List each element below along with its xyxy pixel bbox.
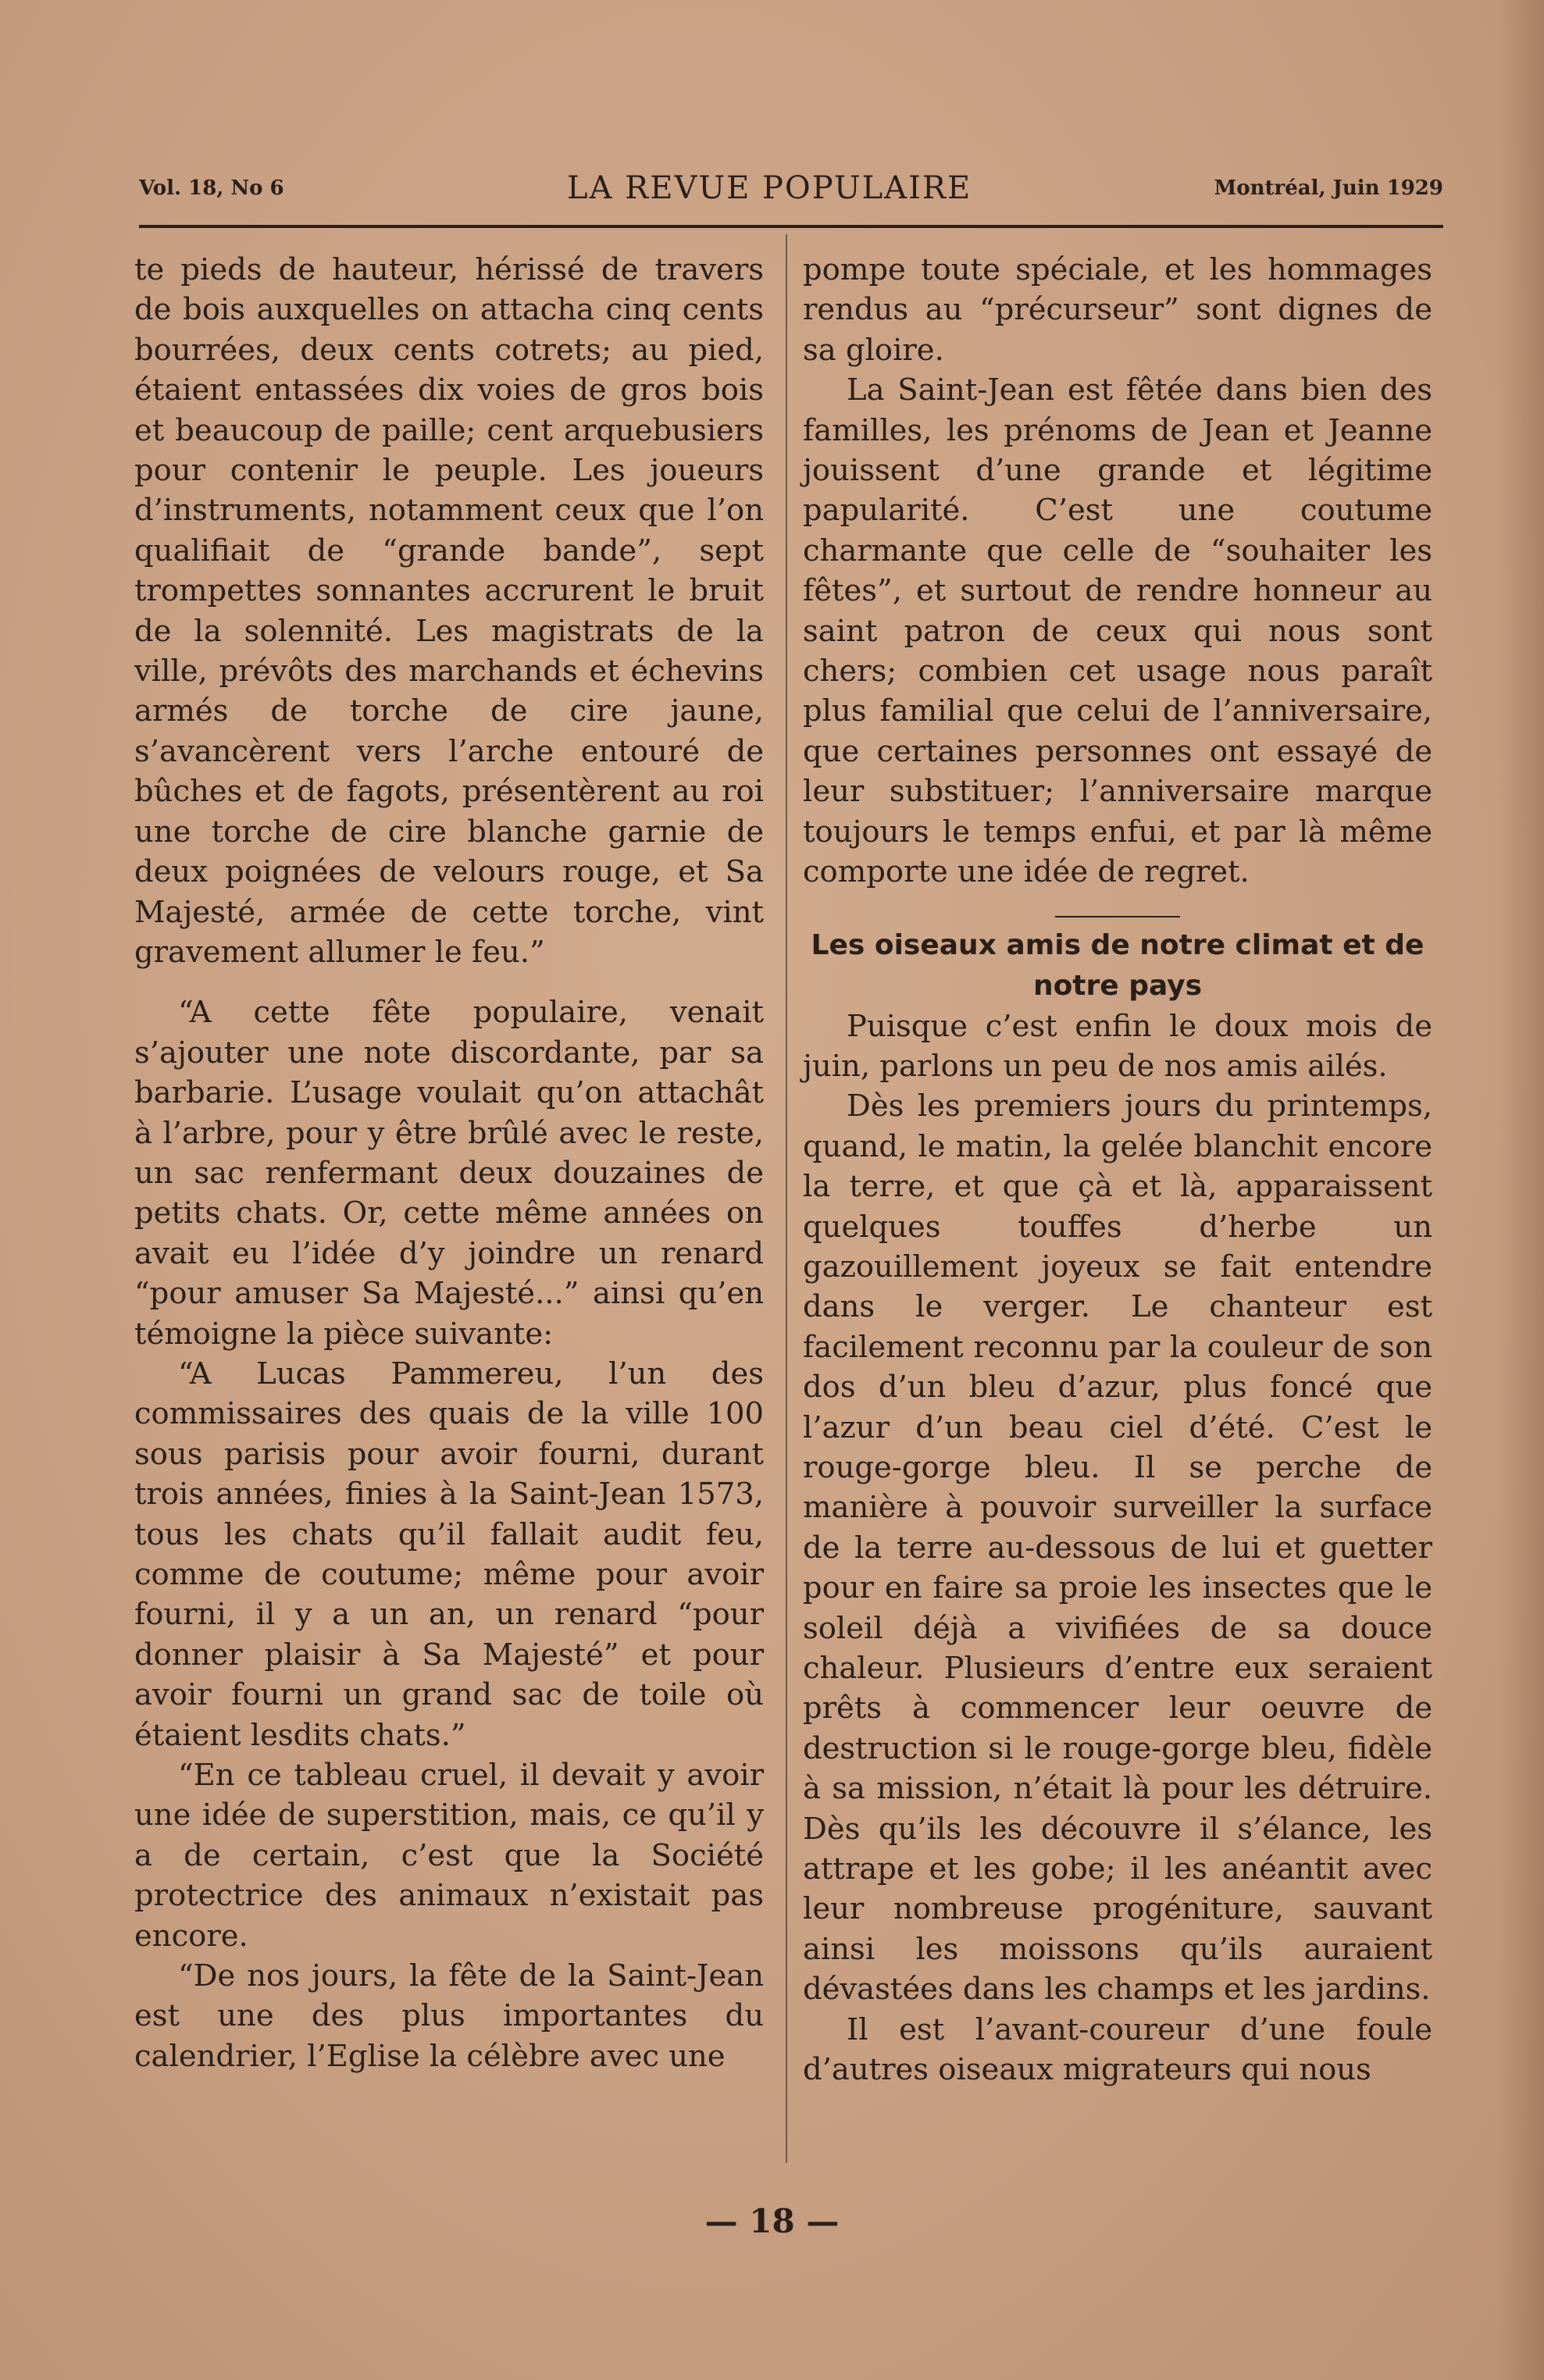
right-paragraph-1: pompe toute spéciale, et les hommages rendus au “précurseur” sont dignes de sa gloire. — [803, 252, 1432, 368]
header-rule — [139, 225, 1443, 228]
right-paragraph-3: Puisque c’est enfin le doux mois de juin, parlons un peu de nos amis ailés. — [803, 1008, 1432, 1084]
left-paragraph-3: “A Lucas Pammereu, l’un des commissaires des quais de la ville 100 sous parisis pour avoir fourni, durant trois années, finies à la Saint-Jean 1573, tous les chats qu’il fallait audit feu, comme de coutume; même pour avoir fourni, il y a un an, un renard “pour donner plaisir à Sa Majesté” et pour avoir fourni un grand sac de toile où étaient lesdits chats.” — [134, 1356, 764, 1753]
right-paragraph-5: Il est l’avant-coureur d’une foule d’autres oiseaux migrateurs qui nous — [803, 2011, 1432, 2088]
page-number: — 18 — — [704, 2202, 840, 2240]
left-paragraph-4: “En ce tableau cruel, il devait y avoir une idée de superstition, mais, ce qu’il y a de certain, c’est que la Société protectrice des animaux n’existait pas encore. — [134, 1758, 764, 1954]
volume-number: Vol. 18, No 6 — [139, 176, 284, 200]
page-edge-shadow — [1497, 0, 1544, 2380]
publication-title: LA REVUE POPULAIRE — [567, 170, 972, 206]
left-paragraph-1: te pieds de hauteur, hérissé de travers de bois auxquelles on attacha cinq cents bourrées, deux cents cotrets; au pied, étaient entassées dix voies de gros bois et beaucoup de paille; cent arquebusiers pour contenir le peuple. Les joueurs d’instruments, notamment ceux que l’on qualifiait de “grande bande”, sept trompettes sonnantes accrurent le bruit de la solennité. Les magistrats de la ville, prévôts des marchands et échevins armés de torche de cire jaune, s’avancèrent vers l’arche entouré de bûches et de fagots, présentèrent au roi une torche de cire blanche garnie de deux poignées de velours rouge, et Sa Majesté, armée de cette torche, vint gravement allumer le feu.” — [134, 252, 764, 970]
left-paragraph-2: “A cette fête populaire, venait s’ajouter une note discordante, par sa barbarie. L’usage voulait qu’on attachât à l’arbre, pour y être brûlé avec le reste, un sac renfermant deux douzaines de petits chats. Or, cette même années on avait eu l’idée d’y joindre un renard “pour amuser Sa Majesté...” ainsi qu’en témoigne la pièce suivante: — [134, 995, 764, 1352]
left-column — [134, 250, 764, 2163]
section-separator — [1055, 916, 1180, 917]
right-column — [803, 250, 1432, 2163]
page-header — [139, 170, 1443, 217]
column-divider — [786, 234, 787, 2163]
section-heading: Les oiseaux amis de notre climat et de notre pays — [811, 928, 1425, 1002]
issue-date: Montréal, Juin 1929 — [1214, 176, 1443, 200]
right-paragraph-2: La Saint-Jean est fêtée dans bien des familles, les prénoms de Jean et Jeanne jouissent d’une grande et légitime papularité. C’est une coutume charmante que celle de “souhaiter les fêtes”, et surtout de rendre honneur au saint patron de ceux qui nous sont chers; combien cet usage nous paraît plus familial que celui de l’anniversaire, que certaines personnes ont essayé de leur substituer; l’anniversaire marque toujours le temps enfui, et par là même comporte une idée de regret. — [803, 372, 1432, 890]
left-paragraph-5: “De nos jours, la fête de la Saint-Jean est une des plus importantes du calendrier, l’Eglise la célèbre avec une — [134, 1958, 764, 2074]
right-paragraph-4: Dès les premiers jours du printemps, quand, le matin, la gelée blanchit encore la terre, et que çà et là, apparaissent quelques touffes d’herbe un gazouillement joyeux se fait entendre dans le verger. Le chanteur est facilement reconnu par la couleur de son dos d’un bleu d’azur, plus foncé que l’azur d’un beau ciel d’été. C’est le rouge-gorge bleu. Il se perche de manière à pouvoir surveiller la surface de la terre au-dessous de lui et guetter pour en faire sa proie les insectes que le soleil déjà a vivifiées de sa douce chaleur. Plusieurs d’entre eux seraient prêts à commencer leur oeuvre de destruction si le rouge-gorge bleu, fidèle à sa mission, n’était là pour les détruire. Dès qu’ils les découvre il s’élance, les attrape et les gobe; il les anéantit avec leur nombreuse progéniture, sauvant ainsi les moissons qu’ils auraient dévastées dans les champs et les jardins. — [803, 1088, 1432, 2008]
